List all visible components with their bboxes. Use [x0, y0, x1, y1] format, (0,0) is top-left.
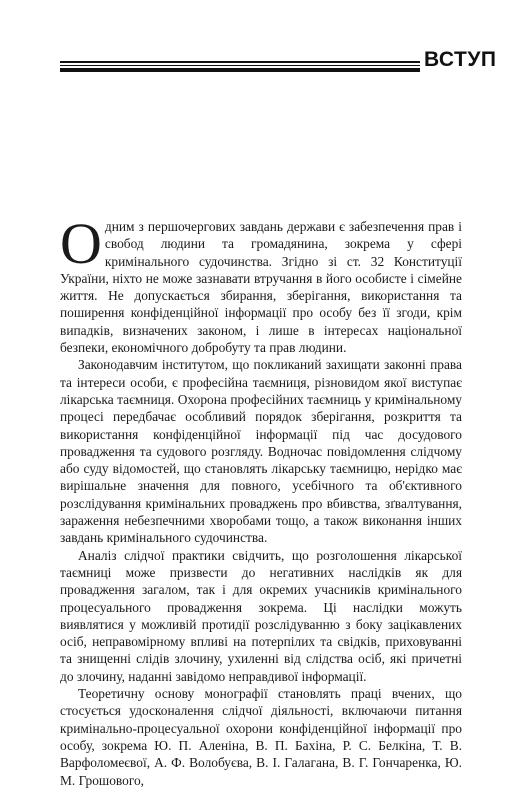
drop-cap: О — [60, 211, 102, 276]
paragraph: Аналіз слідчої практики свідчить, що розголошення лікарської таємниці може призвести до негативних наслідків як для провадження загалом, так і для окремих учасників кримінального процесуального провадження зокрема. Ці наслідки можуть виявлятися у можливій протидії розслідуванню з боку зацікавлених осіб, неправомірному впливі на потерпілих та свідків, приховуванні та знищенні слідів злочину, ухиленні від слідства осіб, які причетні до злочину, наданні завідомо неправдивої інформації. — [60, 547, 462, 684]
header-rule — [60, 61, 420, 73]
page-title: ВСТУП — [424, 48, 497, 71]
body-text — [60, 211, 462, 789]
paragraph — [60, 211, 462, 356]
paragraph: Теоретичну основу монографії становлять праці вчених, що стосується удосконалення слідчої діяльності, включаючи питання кримінально-процесуальної охорони конфіденційної інформації про особу, зокрема Ю. П. Аленіна, В. П. Бахіна, Р. С. Белкіна, Т. В. Варфоломеєвої, А. Ф. Волобуєва, В. І. Галагана, В. Г. Гончаренка, Ю. М. Грошового, — [60, 686, 462, 788]
paragraph-text: дним з першочергових завдань держави є забезпечення прав і свобод людини та громадянина, зокрема у сфері кримінального судочинства. Згідно зі ст. 32 Конституції України, ніхто не може зазнавати втручання в його особисте і сімейне життя. Не допускається збирання, зберігання, використання та поширення конфіденційної інформації про особу без її згоди, крім випадків, визначених законом, і лише в інтересах національної безпеки, економічного добробуту та прав людини. — [60, 219, 462, 356]
paragraph: Законодавчим інститутом, що покликаний захищати законні права та інтереси особи, є професійна таємниця, різновидом якої виступає лікарська таємниця. Охорона професійних таємниць у кримінальному процесі передбачає особливий порядок зберігання, розкриття та використання конфіденційної інформації під час досудового провадження та судового розгляду. Водночас повідомлення слідчому або суду відомостей, що становлять лікарську таємницю, нерідко має вирішальне значення для повного, усебічного та об'єктивного розслідування кримінальних проваджень про вбивства, зґвалтування, зараження небезпечними хворобами тощо, а також виконання інших завдань кримінального судочинства. — [60, 357, 462, 546]
